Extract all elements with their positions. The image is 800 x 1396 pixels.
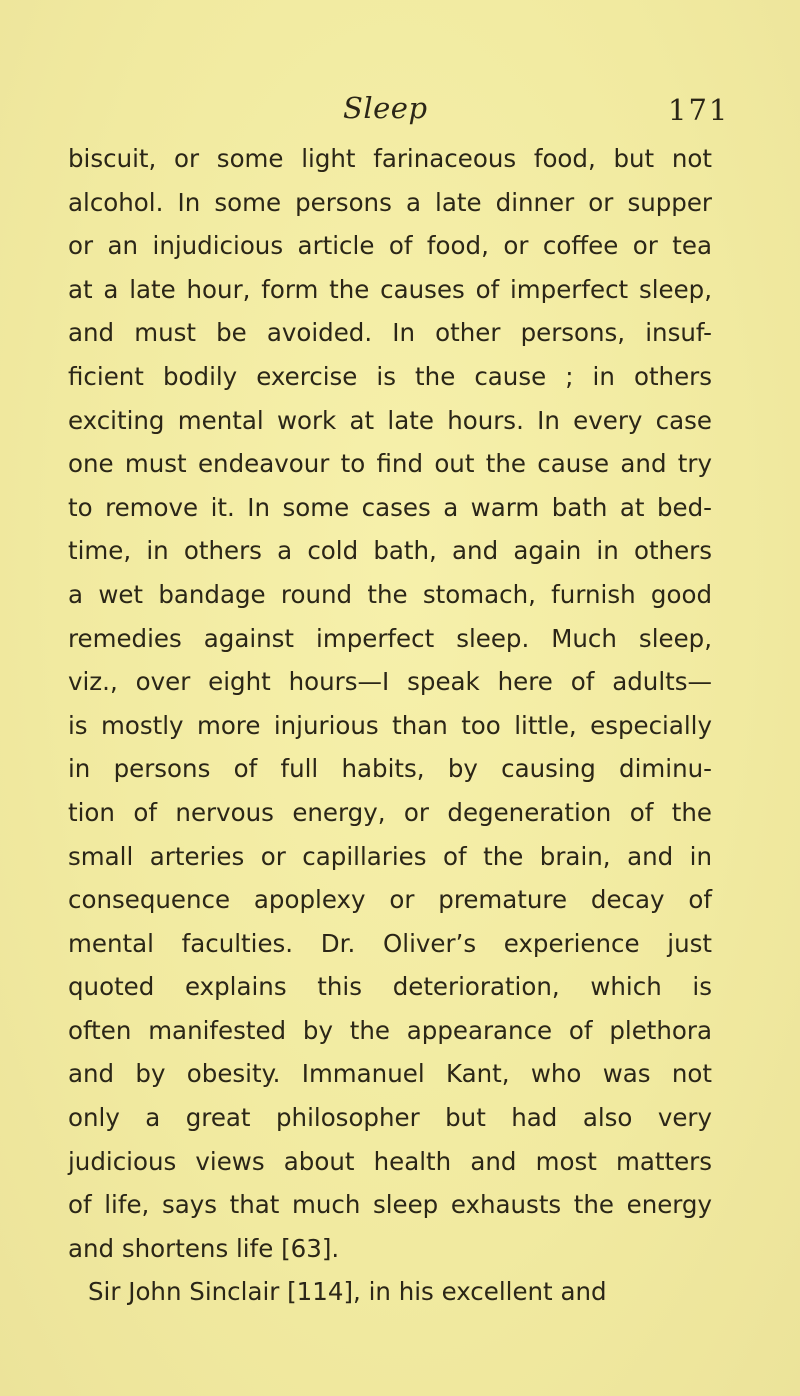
text-line: tion of nervous energy, or degeneration of the [68,797,712,827]
text-line: exciting mental work at late hours. In every case [68,405,712,435]
text-line: and must be avoided. In other persons, insuf- [68,318,712,348]
text-line: quoted explains this deterioration, which is [68,972,712,1002]
text-line: and shortens life [63]. [68,1233,340,1263]
text-line: is mostly more injurious than too little, especially [68,710,712,740]
text-line: time, in others a cold bath, and again in others [68,536,712,566]
text-line: in persons of full habits, by causing diminu- [68,754,712,784]
text-line: only a great philosopher but had also very [68,1103,712,1133]
text-line: viz., over eight hours—I speak here of adults— [68,667,712,697]
text-line: a wet bandage round the stomach, furnish good [68,579,712,609]
page-number: 171 [668,93,730,127]
text-line: consequence apoplexy or premature decay of [68,885,712,915]
running-title: Sleep [343,91,428,125]
body-text [68,137,712,1314]
text-line: and by obesity. Immanuel Kant, who was not [68,1059,712,1089]
text-line: alcohol. In some persons a late dinner or supper [68,187,712,217]
text-line: of life, says that much sleep exhausts the energy [68,1190,712,1220]
text-line: biscuit, or some light farinaceous food, but not [68,144,712,173]
text-line: remedies against imperfect sleep. Much sleep, [68,623,712,653]
text-line: mental faculties. Dr. Oliver’s experience just [68,928,712,958]
text-line: ficient bodily exercise is the cause ; in others [68,361,712,391]
text-line: judicious views about health and most matters [68,1146,712,1176]
text-line: often manifested by the appearance of plethora [68,1015,712,1045]
text-line: to remove it. In some cases a warm bath at bed- [68,492,712,522]
text-line: one must endeavour to find out the cause and try [68,449,712,479]
text-line: or an injudicious article of food, or coffee or tea [68,231,712,261]
running-head [0,88,800,128]
text-line: at a late hour, form the causes of imperfect sleep, [68,274,712,304]
text-line: Sir John Sinclair [114], in his excellent and [88,1277,607,1307]
text-line: small arteries or capillaries of the brain, and in [68,841,712,871]
